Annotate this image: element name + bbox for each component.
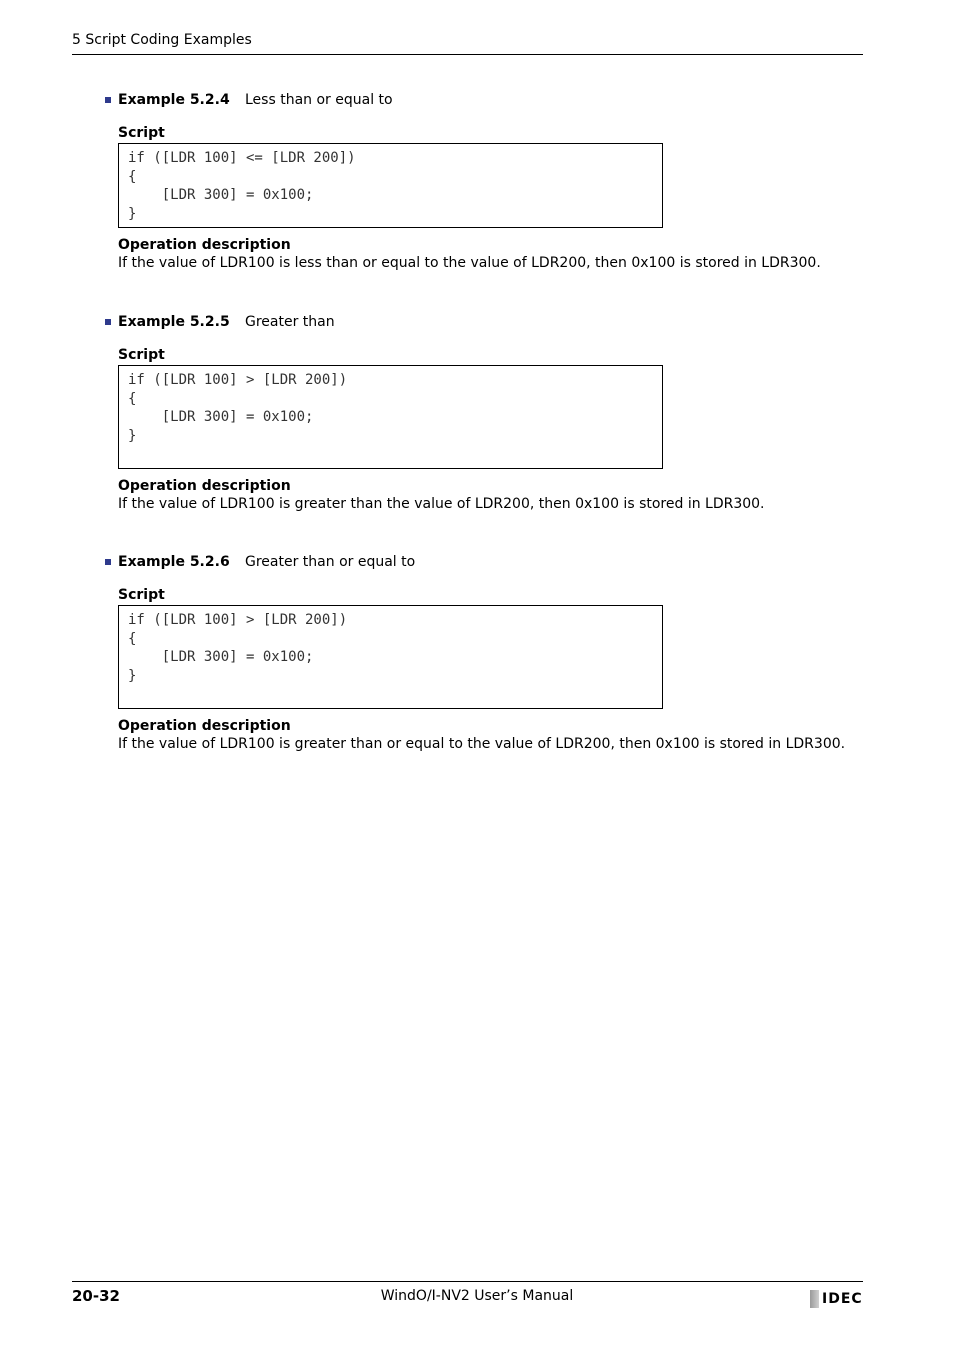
script-label: Script <box>118 347 165 363</box>
description-text: If the value of LDR100 is greater than the value of LDR200, then 0x100 is stored in LDR300. <box>118 495 765 512</box>
manual-title: WindO/I-NV2 User’s Manual <box>380 1288 574 1304</box>
code-line: if ([LDR 100] > [LDR 200]) <box>128 612 348 628</box>
script-label: Script <box>118 587 165 603</box>
example-heading <box>104 91 864 109</box>
page-number: 20-32 <box>72 1287 120 1305</box>
code-line: } <box>128 667 137 684</box>
code-line: if ([LDR 100] <= [LDR 200]) <box>128 150 356 166</box>
code-line: { <box>128 630 137 647</box>
footer-rule <box>72 1281 863 1282</box>
code-line: { <box>128 168 137 185</box>
example-number: Example 5.2.6 <box>118 554 230 570</box>
running-header: 5 Script Coding Examples <box>72 32 252 48</box>
example-section <box>104 553 864 754</box>
idec-logo <box>810 1290 864 1308</box>
script-label: Script <box>118 125 165 141</box>
square-bullet-icon <box>105 319 111 325</box>
description-label: Operation description <box>118 477 291 494</box>
code-line <box>128 445 652 464</box>
square-bullet-icon <box>105 559 111 565</box>
logo-text: IDEC <box>822 1291 863 1307</box>
logo-mark-icon <box>810 1290 819 1308</box>
example-title: Less than or equal to <box>245 92 393 108</box>
code-line: [LDR 300] = 0x100; <box>128 649 314 665</box>
example-heading <box>104 313 864 331</box>
example-section <box>104 313 864 514</box>
description-label: Operation description <box>118 237 291 253</box>
code-line: { <box>128 390 137 407</box>
code-line: if ([LDR 100] > [LDR 200]) <box>128 372 348 388</box>
example-title: Greater than or equal to <box>245 554 416 570</box>
code-block <box>118 143 663 228</box>
code-line <box>128 685 652 704</box>
description-label: Operation description <box>118 717 291 734</box>
code-block <box>118 605 663 709</box>
square-bullet-icon <box>105 97 111 103</box>
example-number: Example 5.2.4 <box>118 92 230 108</box>
code-line: } <box>128 427 137 444</box>
code-line: [LDR 300] = 0x100; <box>128 187 314 203</box>
description-text: If the value of LDR100 is greater than or equal to the value of LDR200, then 0x100 is stored in LDR300. <box>118 735 846 752</box>
header-rule <box>72 54 863 55</box>
code-block <box>118 365 663 469</box>
code-line: } <box>128 205 137 222</box>
code-line: [LDR 300] = 0x100; <box>128 409 314 425</box>
description-text: If the value of LDR100 is less than or equal to the value of LDR200, then 0x100 is stored in LDR300. <box>118 255 821 271</box>
example-heading <box>104 553 864 571</box>
example-title: Greater than <box>245 314 335 330</box>
example-number: Example 5.2.5 <box>118 314 230 330</box>
example-section <box>104 91 864 273</box>
